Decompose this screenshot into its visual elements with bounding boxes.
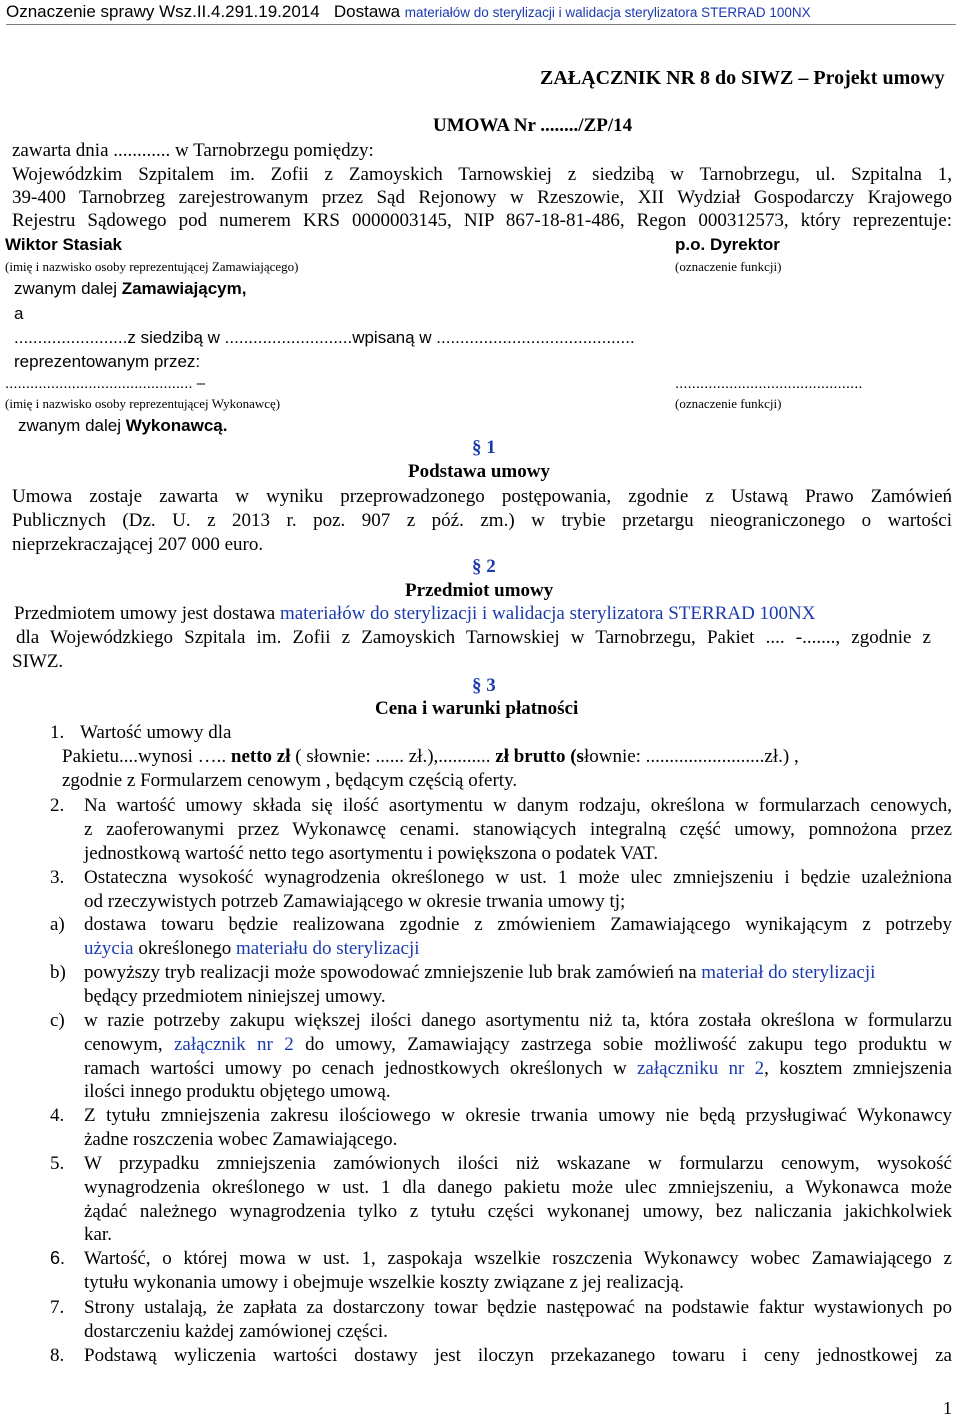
list-item-1 — [50, 722, 232, 744]
list-item-c-text: w razie potrzeby zakupu większej ilości danego asortymentu niż ta, która została określona w formularzu — [84, 1010, 952, 1031]
item-text: określonego — [133, 938, 236, 959]
list-item-b-text: będący przedmiotem niniejszej umowy. — [84, 986, 386, 1007]
item-number: 4. — [50, 1105, 65, 1126]
contractor-represented: reprezentowanym przez: — [14, 352, 201, 371]
brutto-label: zł brutto (s — [495, 746, 584, 767]
material-link-text: materiału do sterylizacji — [235, 938, 420, 959]
section-2-text — [14, 603, 816, 625]
preamble-line: Rejestru Sądowego pod numerem KRS 0000003145, NIP 867-18-81-486, Regon 000312573, który reprezentuje: — [12, 210, 952, 231]
list-item-6-text: Wartość, o której mowa w ust. 1, zaspokaja wszelkie roszczenia Wykonawcy wobec Zamawiającego z — [84, 1248, 952, 1269]
subject-word: Dostawa — [333, 2, 401, 21]
item-text: Wartość umowy dla — [80, 722, 232, 743]
contract-number: UMOWA Nr ......../ZP/14 — [433, 115, 633, 136]
section-3-mark: § 3 — [472, 675, 496, 696]
item-text: ramach wartości umowy po cenach jednostkowych określonych w — [84, 1058, 637, 1079]
section-1-text: Publicznych (Dz. U. z 2013 r. poz. 907 z póź. zm.) w trybie przetargu nieograniczonego o wartości — [12, 510, 952, 531]
employer-representative-name: Wiktor Stasiak — [5, 235, 122, 254]
attachment-2-link-text: załączniku nr 2 — [637, 1058, 765, 1079]
list-item-6-text: tytułu wykonania umowy i obejmuje wszelkie koszty związane z jej realizacją. — [84, 1272, 684, 1293]
contractor-called — [18, 416, 227, 436]
item-number: 7. — [50, 1297, 65, 1318]
item-letter: a) — [50, 914, 65, 935]
list-item-5-text: W przypadku zmniejszenia zamówionych ilości niż wskazane w formularzu cenowym, wysokość — [84, 1153, 952, 1174]
page-number: 1 — [943, 1398, 952, 1418]
preamble-line: zawarta dnia ............ w Tarnobrzegu pomiędzy: — [12, 140, 374, 161]
item-number: 2. — [50, 795, 65, 816]
preamble-line: 39-400 Tarnobrzeg zarejestrowanym przez Sąd Rejonowy w Rzeszowie, XII Wydział Gospodarczy Krajowego — [12, 187, 952, 208]
list-item-5-text: żądać należnego wynagrodzenia tylko z tytułu części wykonanej umowy, bez naliczania jakichkolwiek — [84, 1201, 952, 1222]
list-item-a-line2 — [84, 938, 420, 960]
item-letter: b) — [50, 962, 66, 983]
list-item-8-text: Podstawą wyliczenia wartości dostawy jest iloczyn przekazanego towaru i ceny jednostkowej za — [84, 1345, 952, 1366]
section-1-text: Umowa zostaje zawarta w wyniku przeprowadzonego postępowania, zgodnie z Ustawą Prawo Zamówień — [12, 486, 952, 507]
name-caption: (imię i nazwisko osoby reprezentującej Wykonawcę) — [5, 396, 281, 411]
page-header — [6, 2, 956, 25]
attachment-title: ZAŁĄCZNIK NR 8 do SIWZ – Projekt umowy — [540, 67, 945, 89]
section-2-title: Przedmiot umowy — [405, 580, 554, 601]
contractor-rep-function-dots: ............................................. — [675, 375, 863, 392]
list-item-4-text: Z tytułu zmniejszenia zakresu ilościowego w okresie trwania umowy nie będą przysługiwać Wykonawcy — [84, 1105, 952, 1126]
netto-label: netto zł — [230, 746, 291, 767]
list-item-1-line3: zgodnie z Formularzem cenowym , będącym częścią oferty. — [62, 770, 518, 791]
employer-label: Zamawiającym, — [121, 279, 247, 298]
list-item-c-line3 — [84, 1058, 952, 1080]
item-number: 6. — [50, 1248, 66, 1268]
item-text: ( słownie: ...... zł.),........... — [290, 746, 496, 767]
list-item-b-line1 — [84, 962, 875, 984]
item-text: cenowym, — [84, 1034, 174, 1055]
item-text: do umowy, Zamawiający zastrzega sobie możliwość zakupu tego produktu w — [293, 1034, 952, 1055]
case-reference: Oznaczenie sprawy Wsz.II.4.291.19.2014 — [6, 2, 320, 21]
list-item-4-text: żadne roszczenia wobec Zamawiającego. — [84, 1129, 398, 1150]
subject-intro: Przedmiotem umowy jest dostawa — [14, 603, 280, 624]
section-2-text: dla Wojewódzkiego Szpitala im. Zofii z Zamoyskich Tarnowskiej w Tarnobrzegu, Pakiet .... -......., zgodnie z — [16, 627, 931, 648]
function-caption: (oznaczenie funkcji) — [675, 259, 782, 274]
attachment-2-link-text: załącznik nr 2 — [173, 1034, 294, 1055]
list-item-3-text: Ostateczna wysokość wynagrodzenia określonego w ust. 1 może ulec zmniejszeniu i będzie uzależniona — [84, 867, 952, 888]
preamble-line: Wojewódzkim Szpitalem im. Zofii z Zamoyskich Tarnowskiej z siedzibą w Tarnobrzegu, ul. Szpitalna 1, — [12, 164, 952, 185]
employer-called — [14, 279, 246, 299]
list-item-3-text: od rzeczywistych potrzeb Zamawiającego w okresie trwania umowy tj; — [84, 891, 626, 912]
subject-link-text: materiałów do sterylizacji i walidacja sterylizatora STERRAD 100NX — [279, 603, 816, 624]
list-item-c-line2 — [84, 1034, 952, 1056]
item-number: 1. — [50, 722, 65, 743]
list-item-2-text: jednostkową wartość netto tego asortymentu i powiększona o podatek VAT. — [84, 843, 659, 864]
contractor-a: a — [14, 304, 24, 323]
material-link-text: materiał do sterylizacji — [701, 962, 876, 983]
item-number: 3. — [50, 867, 65, 888]
item-number: 5. — [50, 1153, 65, 1174]
contractor-label: Wykonawcą. — [125, 416, 228, 435]
list-item-5-text: kar. — [84, 1224, 112, 1245]
list-item-7-text: Strony ustalają, że zapłata za dostarczony towar będzie następować na podstawie faktur wystawionych po — [84, 1297, 952, 1318]
section-1-title: Podstawa umowy — [408, 461, 550, 482]
item-letter: c) — [50, 1010, 65, 1031]
function-caption: (oznaczenie funkcji) — [675, 396, 782, 411]
section-1-text: nieprzekraczającej 207 000 euro. — [12, 534, 264, 555]
employer-representative-function: p.o. Dyrektor — [675, 235, 780, 254]
name-caption: (imię i nazwisko osoby reprezentującej Zamawiającego) — [5, 259, 299, 274]
section-3-title: Cena i warunki płatności — [375, 698, 579, 719]
list-item-5-text: wynagrodzenia określonego w ust. 1 dla danego pakietu może ulec zmniejszeniu, a Wykonawca może — [84, 1177, 952, 1198]
list-item-7-text: dostarczeniu każdej zamówionej części. — [84, 1321, 388, 1342]
subject-description: materiałów do sterylizacji i walidacja sterylizatora STERRAD 100NX — [404, 5, 811, 20]
item-text: łownie: .........................zł.) , — [583, 746, 799, 767]
called-prefix: zwanym dalej — [14, 279, 122, 298]
section-2-text: SIWZ. — [12, 651, 64, 672]
contractor-seat-line: ........................z siedzibą w ...........................wpisaną w .......................................... — [14, 328, 635, 347]
contractor-rep-name-dots: ............................................. – — [5, 375, 206, 392]
list-item-c-text: ilości innego produktu objętego umową. — [84, 1081, 391, 1102]
list-item-2-text: z zaoferowanymi przez Wykonawcę cenami. stanowiących integralną część umowy, pomnożona przez — [84, 819, 952, 840]
item-text: Pakietu....wynosi ….. — [62, 746, 231, 767]
called-prefix: zwanym dalej — [18, 416, 126, 435]
usage-link-text: użycia — [84, 938, 134, 959]
item-number: 8. — [50, 1345, 65, 1366]
item-text: , kosztem zmniejszenia — [764, 1058, 952, 1079]
list-item-2-text: Na wartość umowy składa się ilość asortymentu w danym rodzaju, określona w formularzach cenowych, — [84, 795, 952, 816]
list-item-1-line2 — [62, 746, 799, 768]
section-1-mark: § 1 — [472, 437, 496, 458]
item-text: powyższy tryb realizacji może spowodować zmniejszenie lub brak zamówień na — [84, 962, 702, 983]
section-2-mark: § 2 — [472, 556, 496, 577]
list-item-a-text: dostawa towaru będzie realizowana zgodnie z zmówieniem Zamawiającego wynikającym z potrzeby — [84, 914, 952, 935]
